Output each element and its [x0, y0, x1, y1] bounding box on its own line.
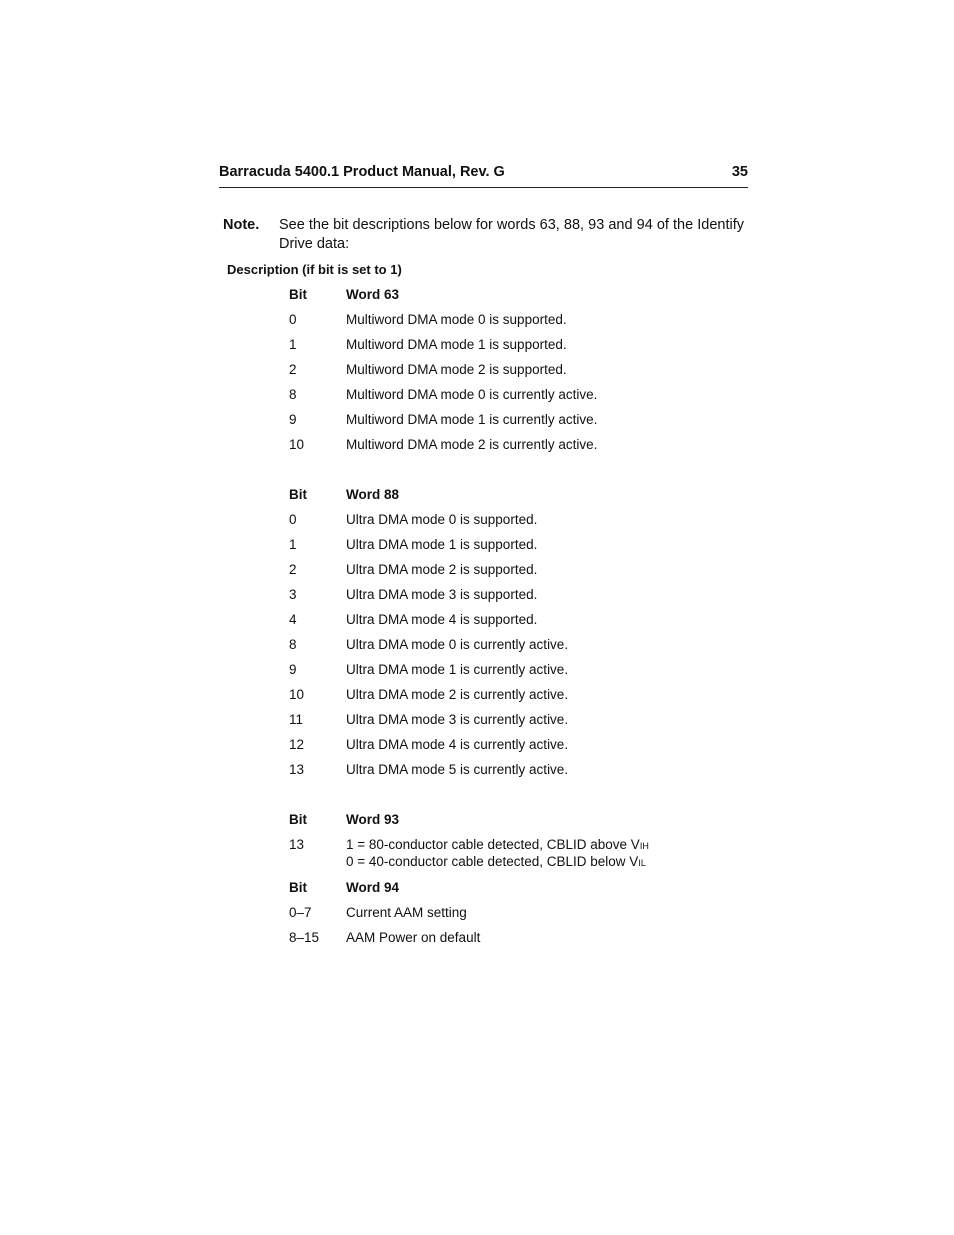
- note-label: Note.: [223, 217, 260, 233]
- bit-description: Multiword DMA mode 1 is supported.: [346, 337, 567, 352]
- table-row: [289, 537, 709, 562]
- word-column-header: Word 63: [346, 287, 400, 302]
- page-header: [219, 164, 748, 188]
- table-row: [289, 737, 709, 762]
- bit-value: 11: [289, 712, 304, 727]
- bit-value: 8–15: [289, 930, 320, 945]
- bit-value: 2: [289, 562, 297, 577]
- bit-description: Multiword DMA mode 1 is currently active.: [346, 412, 598, 427]
- bit-description: Multiword DMA mode 2 is currently active.: [346, 437, 598, 452]
- table-spacer: [289, 462, 709, 487]
- bit-value: 9: [289, 662, 297, 677]
- bit-value: 10: [289, 437, 305, 452]
- bit-value: 12: [289, 737, 305, 752]
- table-header-word88: [289, 487, 709, 512]
- bit-description: Multiword DMA mode 0 is supported.: [346, 312, 567, 327]
- table-row: [289, 637, 709, 662]
- cable-detected-80-text: 1 = 80-conductor cable detected, CBLID above V: [346, 837, 640, 852]
- table-row: [289, 930, 709, 955]
- bit-value: 13: [289, 837, 305, 852]
- bit-description: Multiword DMA mode 2 is supported.: [346, 362, 567, 377]
- table-header-word93: [289, 812, 709, 837]
- bit-value: 13: [289, 762, 305, 777]
- vil-subscript: IL: [638, 858, 646, 868]
- table-row: [289, 312, 709, 337]
- description-heading: Description (if bit is set to 1): [227, 262, 402, 277]
- bit-value: 2: [289, 362, 297, 377]
- bit-description: Ultra DMA mode 2 is currently active.: [346, 687, 569, 702]
- bit-value: 8: [289, 637, 297, 652]
- bit-description: Ultra DMA mode 4 is supported.: [346, 612, 538, 627]
- table-spacer: [289, 787, 709, 812]
- bit-description: [346, 837, 709, 880]
- bit-description: Ultra DMA mode 3 is supported.: [346, 587, 538, 602]
- bit-value: 0: [289, 312, 297, 327]
- table-row: [289, 337, 709, 362]
- word-column-header: Word 94: [346, 880, 400, 895]
- table-row: [289, 437, 709, 462]
- note-block: [223, 216, 744, 254]
- bit-description: Ultra DMA mode 0 is supported.: [346, 512, 538, 527]
- bit-value: 0: [289, 512, 297, 527]
- table-row: [289, 905, 709, 930]
- bit-column-header: Bit: [289, 287, 307, 302]
- bit-value: 3: [289, 587, 297, 602]
- bit-column-header: Bit: [289, 487, 307, 502]
- table-row: [289, 562, 709, 587]
- word-column-header: Word 93: [346, 812, 400, 827]
- bit-column-header: Bit: [289, 812, 307, 827]
- table-row: [289, 587, 709, 612]
- bit-column-header: Bit: [289, 880, 307, 895]
- bit-description: Ultra DMA mode 4 is currently active.: [346, 737, 569, 752]
- bit-description: Ultra DMA mode 1 is supported.: [346, 537, 538, 552]
- bit-description: Ultra DMA mode 2 is supported.: [346, 562, 538, 577]
- bit-value: 8: [289, 387, 297, 402]
- bit-description: Current AAM setting: [346, 905, 467, 920]
- document-title: Barracuda 5400.1 Product Manual, Rev. G: [219, 164, 505, 180]
- table-row: [289, 662, 709, 687]
- bit-description-tables: [289, 287, 709, 955]
- cable-detected-40-text: 0 = 40-conductor cable detected, CBLID below V: [346, 854, 639, 869]
- bit-description: Ultra DMA mode 5 is currently active.: [346, 762, 569, 777]
- bit-description: Ultra DMA mode 0 is currently active.: [346, 637, 569, 652]
- table-row: [289, 612, 709, 637]
- table-row: [289, 412, 709, 437]
- bit-value: 1: [289, 537, 297, 552]
- table-row: [289, 687, 709, 712]
- table-row: [289, 387, 709, 412]
- table-row: [289, 362, 709, 387]
- bit-value: 10: [289, 687, 305, 702]
- table-header-word94: [289, 880, 709, 905]
- table-row: [289, 712, 709, 737]
- bit-value: 1: [289, 337, 297, 352]
- table-header-word63: [289, 287, 709, 312]
- note-text: See the bit descriptions below for words 63, 88, 93 and 94 of the Identify Drive data:: [279, 217, 744, 252]
- page-number: 35: [731, 164, 748, 180]
- table-row: [289, 762, 709, 787]
- table-row: [289, 837, 709, 880]
- bit-value: 4: [289, 612, 297, 627]
- bit-value: 9: [289, 412, 297, 427]
- bit-value: 0–7: [289, 905, 312, 920]
- word-column-header: Word 88: [346, 487, 400, 502]
- vih-subscript: IH: [639, 841, 649, 851]
- bit-description: Multiword DMA mode 0 is currently active.: [346, 387, 598, 402]
- table-row: [289, 512, 709, 537]
- bit-description: Ultra DMA mode 3 is currently active.: [346, 712, 569, 727]
- bit-description: AAM Power on default: [346, 930, 481, 945]
- bit-description: Ultra DMA mode 1 is currently active.: [346, 662, 569, 677]
